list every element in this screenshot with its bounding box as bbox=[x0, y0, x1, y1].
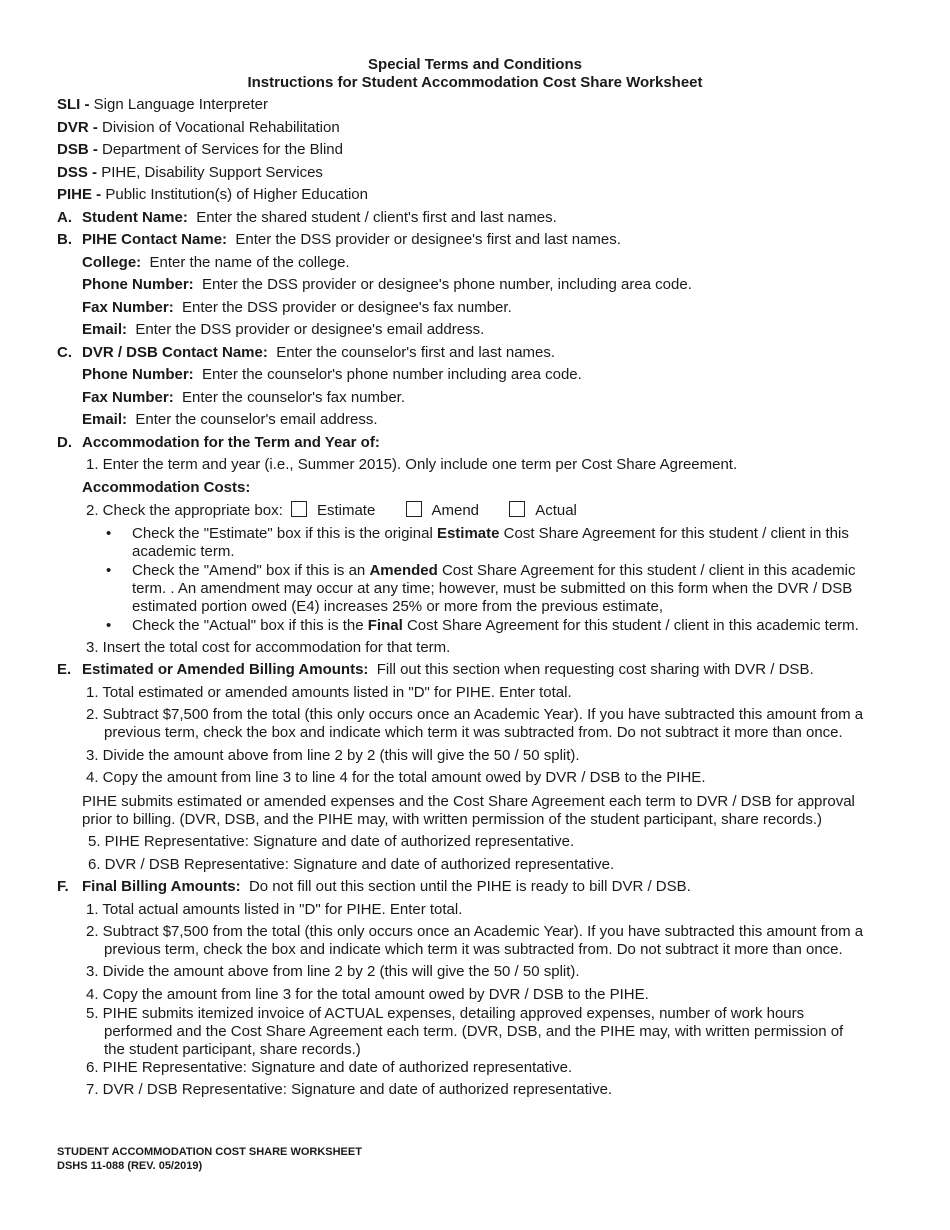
section-e-item-5: 5. PIHE Representative: Signature and date of authorized representative. bbox=[88, 833, 575, 850]
section-c-email: Email: Enter the counselor's email address. bbox=[82, 411, 378, 428]
section-d-letter: D. bbox=[57, 434, 72, 451]
section-c: DVR / DSB Contact Name: Enter the counselor's first and last names. bbox=[82, 344, 556, 361]
section-b-letter: B. bbox=[57, 231, 72, 248]
section-b-college: College: Enter the name of the college. bbox=[82, 254, 350, 271]
amend-checkbox[interactable] bbox=[406, 501, 422, 517]
section-a-letter: A. bbox=[57, 209, 72, 226]
footer-form-title: STUDENT ACCOMMODATION COST SHARE WORKSHEET bbox=[57, 1146, 362, 1158]
section-f-item-7: 7. DVR / DSB Representative: Signature and date of authorized representative. bbox=[86, 1081, 613, 1098]
section-b-email: Email: Enter the DSS provider or designee's email address. bbox=[82, 321, 485, 338]
footer-form-number: DSHS 11-088 (REV. 05/2019) bbox=[57, 1160, 203, 1172]
abbrev-dsb: DSB - Department of Services for the Blind bbox=[57, 141, 343, 158]
section-c-letter: C. bbox=[57, 344, 72, 361]
section-f-item-2b: previous term, check the box and indicate which term it was subtracted from. Do not subtract it more than once. bbox=[104, 941, 843, 958]
actual-checkbox[interactable] bbox=[509, 501, 525, 517]
section-f-item-1: 1. Total actual amounts listed in "D" for PIHE. Enter total. bbox=[86, 901, 463, 918]
section-f-item-6: 6. PIHE Representative: Signature and date of authorized representative. bbox=[86, 1059, 573, 1076]
section-f-item-5c: the student participant, share records.) bbox=[104, 1041, 361, 1058]
section-e-item-3: 3. Divide the amount above from line 2 by 2 (this will give the 50 / 50 split). bbox=[86, 747, 580, 764]
section-b-phone: Phone Number: Enter the DSS provider or designee's phone number, including area code. bbox=[82, 276, 692, 293]
section-c-fax: Fax Number: Enter the counselor's fax number. bbox=[82, 389, 406, 406]
abbrev-sli: SLI - Sign Language Interpreter bbox=[57, 96, 268, 113]
section-d-item-2: 2. Check the appropriate box: Estimate Amend Actual bbox=[86, 502, 577, 519]
section-d-heading: Accommodation for the Term and Year of: bbox=[82, 434, 380, 451]
estimate-checkbox[interactable] bbox=[291, 501, 307, 517]
section-e-letter: E. bbox=[57, 661, 72, 678]
section-f-letter: F. bbox=[57, 878, 69, 895]
section-f-item-3: 3. Divide the amount above from line 2 by 2 (this will give the 50 / 50 split). bbox=[86, 963, 580, 980]
accommodation-costs-label: Accommodation Costs: bbox=[82, 479, 251, 496]
section-e: Estimated or Amended Billing Amounts: Fill out this section when requesting cost sharing with DVR / DSB. bbox=[82, 661, 814, 678]
section-f-item-5: 5. PIHE submits itemized invoice of ACTUAL expenses, detailing approved expenses, number of work hours bbox=[86, 1005, 805, 1022]
section-f-item-4: 4. Copy the amount from line 3 for the total amount owed by DVR / DSB to the PIHE. bbox=[86, 986, 649, 1003]
abbrev-dss: DSS - PIHE, Disability Support Services bbox=[57, 164, 323, 181]
section-e-item-2: 2. Subtract $7,500 from the total (this only occurs once an Academic Year). If you have subtracted this amount from a bbox=[86, 706, 864, 723]
bullet-3: • bbox=[106, 617, 112, 634]
section-f: Final Billing Amounts: Do not fill out this section until the PIHE is ready to bill DVR / DSB. bbox=[82, 878, 691, 895]
section-f-item-5b: performed and the Cost Share Agreement each term. (DVR, DSB, and the PIHE may, with written permission of bbox=[104, 1023, 844, 1040]
section-d-item-3: 3. Insert the total cost for accommodation for that term. bbox=[86, 639, 451, 656]
bullet-estimate-text: Check the "Estimate" box if this is the original Estimate Cost Share Agreement for this student / client in this bbox=[132, 525, 849, 542]
section-e-item-1: 1. Total estimated or amended amounts listed in "D" for PIHE. Enter total. bbox=[86, 684, 572, 701]
bullet-amend-text-3: estimated portion owed (E4) increases 25% or more from the previous estimate, bbox=[132, 598, 664, 615]
section-b: PIHE Contact Name: Enter the DSS provider or designee's first and last names. bbox=[82, 231, 621, 248]
section-c-phone: Phone Number: Enter the counselor's phone number including area code. bbox=[82, 366, 582, 383]
section-a: Student Name: Enter the shared student / client's first and last names. bbox=[82, 209, 557, 226]
section-e-para-1: PIHE submits estimated or amended expenses and the Cost Share Agreement each term to DVR / DSB for approval bbox=[82, 793, 855, 810]
page-subtitle: Instructions for Student Accommodation Cost Share Worksheet bbox=[247, 74, 703, 91]
bullet-amend-text: Check the "Amend" box if this is an Amended Cost Share Agreement for this student / client in this academic bbox=[132, 562, 856, 579]
bullet-estimate-text-2: academic term. bbox=[132, 543, 235, 560]
section-f-item-2: 2. Subtract $7,500 from the total (this only occurs once an Academic Year). If you have subtracted this amount from a bbox=[86, 923, 864, 940]
section-e-item-4: 4. Copy the amount from line 3 to line 4 for the total amount owed by DVR / DSB to the PIHE. bbox=[86, 769, 706, 786]
section-d-item-1: 1. Enter the term and year (i.e., Summer 2015). Only include one term per Cost Share Agreement. bbox=[86, 456, 738, 473]
section-e-item-2b: previous term, check the box and indicate which term it was subtracted from. Do not subtract it more than once. bbox=[104, 724, 843, 741]
bullet-1: • bbox=[106, 525, 112, 542]
page-title: Special Terms and Conditions bbox=[368, 56, 582, 73]
bullet-actual-text: Check the "Actual" box if this is the Final Cost Share Agreement for this student / client in this academic term. bbox=[132, 617, 859, 634]
section-e-item-6: 6. DVR / DSB Representative: Signature and date of authorized representative. bbox=[88, 856, 615, 873]
section-b-fax: Fax Number: Enter the DSS provider or designee's fax number. bbox=[82, 299, 512, 316]
section-e-para-2: prior to billing. (DVR, DSB, and the PIHE may, with written permission of the student participant, share records.) bbox=[82, 811, 823, 828]
bullet-2: • bbox=[106, 562, 112, 579]
bullet-amend-text-2: term. . An amendment may occur at any time; however, must be submitted on this form when the DVR / DSB bbox=[132, 580, 853, 597]
abbrev-dvr: DVR - Division of Vocational Rehabilitation bbox=[57, 119, 340, 136]
abbrev-pihe: PIHE - Public Institution(s) of Higher Education bbox=[57, 186, 368, 203]
